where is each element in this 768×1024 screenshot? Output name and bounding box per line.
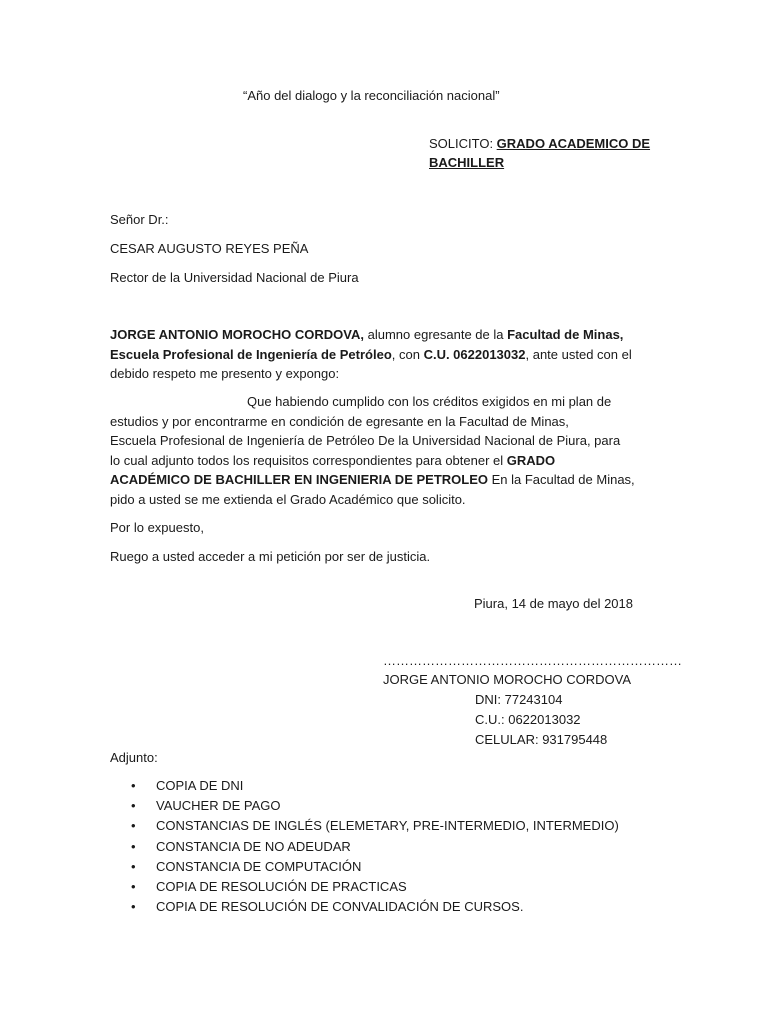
list-item [110,877,619,897]
list-item [110,816,619,836]
attachment-label: COPIA DE RESOLUCIÓN DE CONVALIDACIÓN DE CURSOS. [156,899,524,915]
closing-phrase: Por lo expuesto, [110,520,204,535]
body-text: En la Facultad de Minas, [487,472,635,487]
attachments-heading: Adjunto: [110,750,158,765]
place-date: Piura, 14 de mayo del 2018 [474,596,633,611]
bullet-icon: • [131,878,136,894]
list-item [110,857,619,877]
intro-line-3: debido respeto me presento y expongo: [110,366,340,381]
attachment-label: CONSTANCIA DE NO ADEUDAR [156,838,351,854]
bullet-icon: • [131,818,136,834]
request-label: SOLICITO: [429,136,497,151]
intro-line-2 [110,345,665,365]
addressee-name: CESAR AUGUSTO REYES PEÑA [110,241,309,256]
degree-title-continued: ACADÉMICO DE BACHILLER EN INGENIERIA DE PETROLEO [110,472,488,487]
addressee-position: Rector de la Universidad Nacional de Piura [110,270,359,285]
body-text: lo cual adjunto todos los requisitos correspondientes para obtener el [110,452,507,468]
body-line-5 [110,470,665,490]
signer-name: JORGE ANTONIO MOROCHO CORDOVA [383,672,631,687]
list-item [110,796,619,816]
body-line-3: Escuela Profesional de Ingeniería de Petróleo De la Universidad Nacional de Piura, para [110,433,621,448]
salutation: Señor Dr.: [110,212,169,227]
signer-phone: CELULAR: 931795448 [475,732,608,747]
signature-line: …………………………………………………………… [383,653,682,668]
request-subject-continued: BACHILLER [429,155,505,170]
intro-text: , con [391,346,424,362]
list-item [110,897,619,917]
attachment-label: VAUCHER DE PAGO [156,798,281,814]
intro-line-1 [110,325,665,345]
attachment-label: CONSTANCIA DE COMPUTACIÓN [156,858,362,874]
bullet-icon: • [131,899,136,915]
intro-text: alumno egresante de la [364,327,508,342]
bullet-icon: • [131,858,136,874]
student-code: C.U. 0622013032 [423,346,526,362]
closing-request: Ruego a usted acceder a mi petición por ser de justicia. [110,549,431,564]
bullet-icon: • [131,778,136,793]
degree-title: GRADO [506,452,556,468]
attachment-label: CONSTANCIAS DE INGLÉS (ELEMETARY, PRE-INTERMEDIO, INTERMEDIO) [156,818,619,834]
attachment-label: COPIA DE DNI [156,778,244,793]
body-line-2: estudios y por encontrarme en condición de egresante en la Facultad de Minas, [110,413,569,429]
list-item [110,837,619,857]
body-paragraph [110,392,665,509]
bullet-icon: • [131,838,136,854]
faculty-name: Facultad de Minas, [507,327,624,342]
attachment-label: COPIA DE RESOLUCIÓN DE PRACTICAS [156,878,407,894]
school-name: Escuela Profesional de Ingeniería de Petróleo [110,346,392,362]
signer-dni: DNI: 77243104 [475,692,563,707]
body-line-6: pido a usted se me extienda el Grado Académico que solicito. [110,491,466,507]
body-line-4 [110,451,665,471]
request-subject: GRADO ACADEMICO DE [496,136,651,151]
attachments-list [110,776,619,917]
list-item [110,776,619,796]
request-line [429,134,650,154]
signer-cu: C.U.: 0622013032 [475,712,581,727]
year-motto: “Año del dialogo y la reconciliación nacional” [243,88,500,103]
applicant-name: JORGE ANTONIO MOROCHO CORDOVA, [110,327,364,342]
intro-text: , ante usted con el [525,346,632,362]
body-line-1: Que habiendo cumplido con los créditos exigidos en mi plan de [247,394,612,409]
bullet-icon: • [131,798,136,814]
intro-paragraph [110,325,665,384]
